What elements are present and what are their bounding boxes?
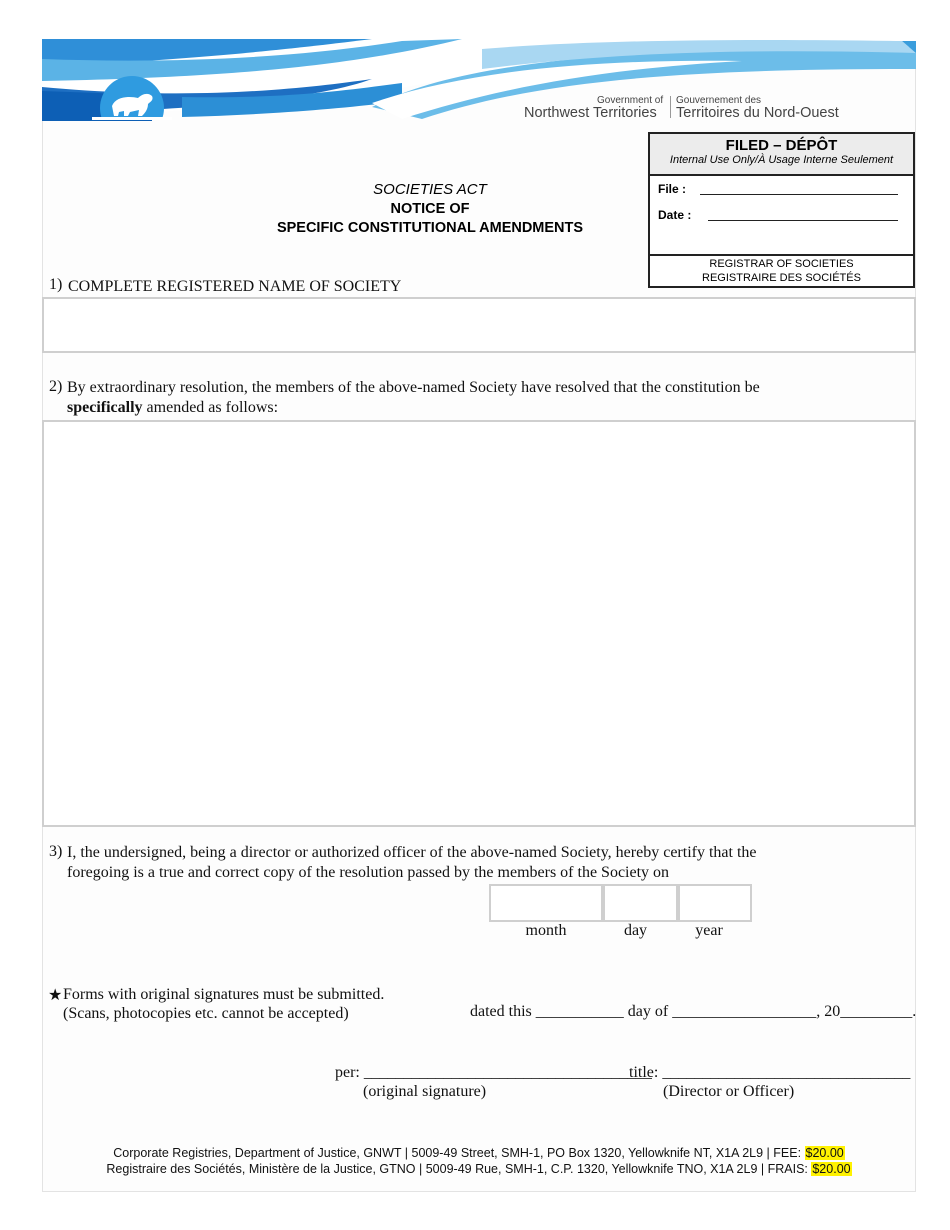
year-input[interactable] — [678, 884, 752, 922]
month-label: month — [525, 922, 567, 939]
section3-line2: foregoing is a true and correct copy of the resolution passed by the members of the Society on — [67, 864, 670, 881]
fee-badge: $20.00 — [805, 1146, 844, 1160]
notice-line1: Forms with original signatures must be submitted. — [63, 986, 385, 1003]
society-name-input[interactable] — [42, 297, 916, 353]
section3-text — [67, 843, 907, 883]
file-line — [700, 194, 898, 195]
section1-label: COMPLETE REGISTERED NAME OF SOCIETY — [68, 278, 402, 295]
form-title — [220, 181, 640, 236]
gov-en-big: Northwest Territories — [524, 105, 657, 121]
polar-bear-logo — [92, 70, 172, 120]
footer-fr-text: Registraire des Sociétés, Ministère de la Justice, GTNO | 5009-49 Rue, SMH-1, C.P. 1320, Yellowknife TNO, X1A 2L9 | FRAIS: — [106, 1162, 812, 1176]
section2-text — [67, 378, 907, 418]
filed-subtitle: Internal Use Only/À Usage Interne Seulement — [669, 154, 894, 166]
registrar-en: REGISTRAR OF SOCIETIES — [709, 258, 854, 270]
gov-en-small: Government of — [597, 95, 664, 106]
title-caption: (Director or Officer) — [663, 1083, 795, 1100]
star-icon: ★ — [48, 987, 63, 1004]
section2-line1: By extraordinary resolution, the members of the above-named Society have resolved that the constitution be — [67, 379, 760, 396]
gov-fr-big: Territoires du Nord-Ouest — [676, 105, 839, 121]
year-label: year — [695, 922, 723, 939]
title-act: SOCIETIES ACT — [373, 181, 487, 198]
date-line — [708, 220, 898, 221]
registrar-fr: REGISTRAIRE DES SOCIÉTÉS — [702, 272, 861, 284]
footer-line-fr — [42, 1162, 916, 1176]
footer-line-en — [42, 1146, 916, 1160]
title-line1: NOTICE OF — [390, 201, 470, 217]
section3-line1: I, the undersigned, being a director or authorized officer of the above-named Society, hereby certify that the — [67, 844, 757, 861]
section2-number: 2) — [49, 378, 63, 395]
frais-badge: $20.00 — [812, 1162, 851, 1176]
section2-line2-rest: amended as follows: — [142, 399, 279, 416]
day-label: day — [623, 922, 648, 939]
notice-line2: (Scans, photocopies etc. cannot be accepted) — [63, 1005, 349, 1022]
filed-box — [648, 132, 915, 288]
gov-fr-small: Gouvernement des — [676, 95, 762, 106]
section1-number: 1) — [49, 276, 63, 293]
section2-line2 — [67, 398, 907, 418]
filed-title: FILED – DÉPÔT — [725, 137, 838, 154]
dated-line[interactable]: dated this ___________ day of __________________, 20_________. — [470, 1003, 917, 1020]
day-input[interactable] — [603, 884, 678, 922]
amendments-textarea[interactable] — [42, 420, 916, 827]
signature-notice — [63, 985, 384, 1023]
section2-bold-word: specifically — [67, 399, 143, 416]
date-label: Date : — [658, 208, 692, 222]
gov-divider — [670, 96, 671, 118]
file-label: File : — [658, 182, 687, 196]
month-input[interactable] — [489, 884, 603, 922]
per-caption: (original signature) — [363, 1083, 487, 1100]
per-signature-line[interactable]: per: ____________________________________ — [335, 1064, 652, 1081]
title-line2: SPECIFIC CONSTITUTIONAL AMENDMENTS — [276, 220, 584, 236]
title-signature-line[interactable]: title: _______________________________ — [629, 1064, 911, 1081]
section3-number: 3) — [49, 843, 63, 860]
footer-en-text: Corporate Registries, Department of Justice, GNWT | 5009-49 Street, SMH-1, PO Box 1320, Yellowknife NT, X1A 2L9 | FEE: — [113, 1146, 805, 1160]
